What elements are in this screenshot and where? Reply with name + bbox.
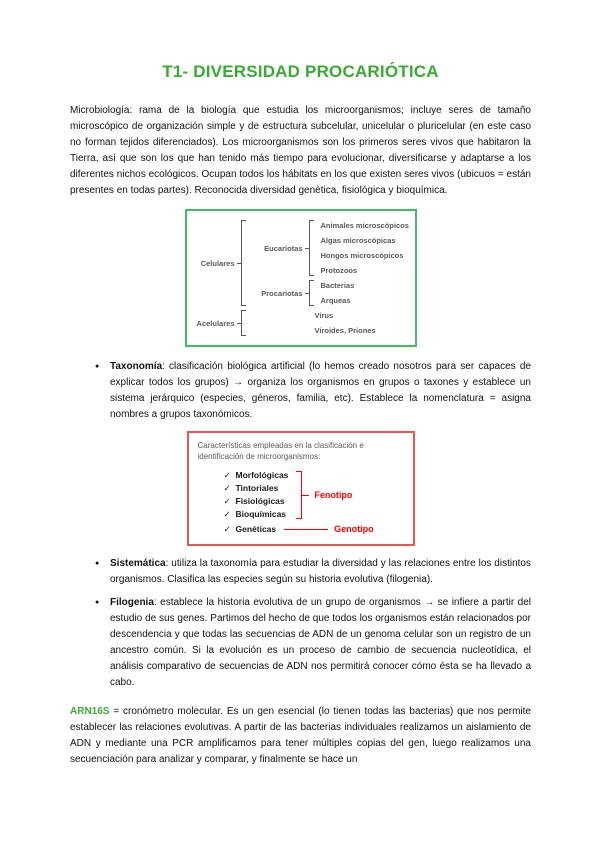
term-taxonomia: Taxonomía: [110, 361, 163, 372]
features-figure: [187, 431, 415, 546]
bullet-filogenia: [70, 595, 531, 691]
bullet-icon: ●: [95, 599, 100, 606]
bullet-taxonomia: [70, 359, 531, 423]
definition-filogenia: : establece la historia evolutiva de un grupo de organismos → se infiere a partir del estudio de sus genes. Partimos del hecho de que todos los organismos están relacionados por descendencia y que todas las secuencias de ADN de un genoma celular son un registro de un ancestro común. Si la evolución es un proceso de cambio de secuencia nucleotídica, el análisis comparativo de secuencias de ADN nos permitirá conocer cómo ésta se ha llevado a cabo.: [110, 597, 531, 688]
tree-group-procariotas: [253, 278, 409, 308]
check-icon: ✓: [223, 524, 231, 534]
feature-label: Morfológicas: [235, 470, 289, 480]
fenotipo-connector: [302, 495, 309, 496]
bullet-taxonomia-text: [110, 359, 531, 423]
tree-bracket: [309, 220, 314, 276]
tree-bracket: [241, 220, 246, 306]
tree-group-eucariotas: [253, 218, 409, 278]
tree-label-procariotas: Procariotas: [261, 288, 303, 298]
tree-leaf: Virus: [314, 311, 334, 320]
check-icon: ✓: [223, 509, 231, 519]
bullet-icon: ●: [95, 363, 100, 370]
genotipo-label: Genotipo: [334, 524, 374, 534]
tree-label-celulares: Celulares: [200, 258, 235, 268]
definition-sistematica: : utiliza la taxonomía para estudiar la diversidad y las relaciones entre los distintos organismos. Clasifica las especies según su historia evolutiva (filogenia).: [110, 558, 531, 585]
page-title: T1- DIVERSIDAD PROCARIÓTICA: [162, 62, 439, 81]
classification-figure: [185, 209, 417, 347]
feature-row-geneticas: [224, 522, 404, 536]
feature-row: [224, 469, 289, 482]
tree-group-acelulares: [193, 308, 409, 338]
intro-paragraph: Microbiología: rama de la biología que estudia los microorganismos; incluye seres de tamaño microscópico de organización simple y de estructura subcelular, unicelular o pluricelular (en este caso no forman tejidos diferenciados). Los microorganismos son los primeros seres vivos que habitaron la Tierra, así que son los que han tenido más tiempo para evolucionar, diversificarse y adaptarse a los diferentes nichos ecológicos. Ocupan todos los hábitats en los que existen seres vivos (ubicuos = están presentes en todas partes). Reconocida diversidad genètica, fisiológica y bioquímica.: [70, 105, 531, 196]
check-icon: ✓: [223, 470, 231, 480]
tree-leaf: Hongos microscópicos: [320, 251, 404, 260]
tree-bracket: [241, 310, 246, 336]
arn16s-paragraph: [70, 704, 531, 768]
check-icon: ✓: [223, 483, 231, 493]
genotipo-connector: [284, 529, 328, 530]
feature-row: [224, 495, 289, 508]
tree-bracket: [309, 280, 314, 306]
bullet-filogenia-text: [110, 595, 531, 691]
check-icon: ✓: [223, 496, 231, 506]
tree-label-acelulares: Acelulares: [196, 318, 235, 328]
bullet-sistematica: [70, 556, 531, 588]
arn16s-text: = cronómetro molecular. Es un gen esencial (lo tienen todas las bacterias) que nos permite establecer las relaciones evolutivas. A partir de las bacterias individuales realizamos un aislamiento de ADN y mediante una PCR amplificamos para tener múltiples copias del gen, luego realizamos una secuenciación para analizar y comparar, y finalmente se hace un: [70, 706, 531, 765]
feature-row: [224, 482, 289, 495]
tree-leaf: Bacterias: [320, 281, 355, 290]
feature-label: Genéticas: [235, 524, 277, 534]
feature-label: Fisiológicas: [235, 496, 285, 506]
fenotipo-label: Fenotipo: [314, 490, 353, 500]
bullet-sistematica-text: [110, 556, 531, 588]
features-header: Características empleadas en la clasificación e identificación de microorganismos:: [197, 441, 364, 461]
tree-leaf: Protozoos: [320, 266, 358, 275]
features-list: [224, 469, 404, 536]
tree-group-celulares: [193, 218, 409, 308]
term-arn16s: ARN16S: [70, 706, 110, 717]
tree-label-eucariotas: Eucariotas: [264, 243, 303, 253]
tree-leaf: Animales microscópicos: [320, 221, 409, 230]
term-filogenia: Filogenia: [110, 597, 154, 608]
tree-leaf: Arqueas: [320, 296, 351, 305]
classification-tree: [193, 218, 409, 338]
feature-label: Tintoriales: [235, 483, 279, 493]
tree-leaf: Viroides, Priones: [314, 326, 376, 335]
term-sistematica: Sistemática: [110, 558, 166, 569]
bullet-icon: ●: [95, 560, 100, 567]
feature-label: Bioquímicas: [235, 509, 287, 519]
definition-taxonomia: : clasificación biológica artificial (lo hemos creado nosotros para ser capaces de explicar todos los grupos) → organiza los organismos en grupos o taxones y establece un sistema jerárquico (especies, géneros, familia, etc). Establece la nomenclatura = asigna nombres a grupos taxonómicos.: [110, 361, 531, 420]
feature-row: [224, 508, 289, 521]
tree-leaf: Algas microscópicas: [320, 236, 396, 245]
